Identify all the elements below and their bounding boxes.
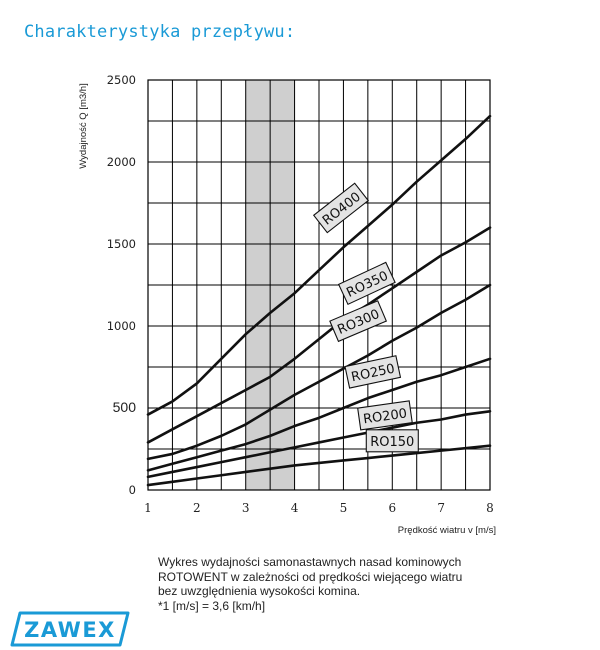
series-label: [339, 262, 395, 304]
y-tick-label: 0: [128, 483, 136, 497]
svg-text:ZAWEX: ZAWEX: [24, 618, 116, 642]
series-label: [314, 183, 369, 232]
x-tick-label: 2: [193, 501, 201, 515]
y-tick-label: 500: [112, 399, 136, 415]
description-line: *1 [m/s] = 3,6 [km/h]: [158, 598, 266, 613]
series-label-text: RO400: [319, 189, 364, 229]
y-tick-label: 1500: [106, 237, 136, 251]
series-label-text: RO300: [335, 306, 382, 338]
series-label-layer: [314, 183, 419, 452]
series-label: [330, 301, 386, 342]
page-title: Charakterystyka przepływu:: [24, 22, 296, 42]
series-label: [366, 430, 418, 452]
description-line: bez uwzględnienia wysokości komina.: [158, 584, 361, 598]
y-tick-label: 1000: [106, 319, 136, 333]
description-line: Wykres wydajności samonastawnych nasad kominowych: [158, 555, 462, 569]
series-label-text: RO150: [370, 434, 415, 450]
y-tick-label: 2000: [106, 155, 136, 169]
x-tick-label: 1: [144, 501, 152, 515]
x-tick-label: 7: [437, 501, 445, 515]
series-label-text: RO250: [349, 361, 397, 386]
x-axis-title: Prędkość wiatru v [m/s]: [397, 525, 496, 536]
x-tick-label: 3: [241, 501, 250, 515]
x-tick-label: 6: [388, 501, 397, 515]
x-tick-label: 8: [486, 501, 494, 515]
chart-description: [158, 555, 496, 613]
x-tick-label: 4: [290, 501, 299, 515]
series-label-text: RO200: [362, 406, 409, 428]
x-tick-label: 5: [339, 501, 348, 515]
zawex-logo: [6, 610, 134, 648]
y-axis-title: Wydajność Q [m3/h]: [78, 83, 89, 169]
grid-layer: [148, 80, 490, 490]
series-label-text: RO350: [344, 268, 391, 301]
description-line: ROTOWENT w zależności od prędkości wiejącego wiatru: [158, 569, 463, 584]
y-tick-label: 2500: [106, 73, 136, 87]
